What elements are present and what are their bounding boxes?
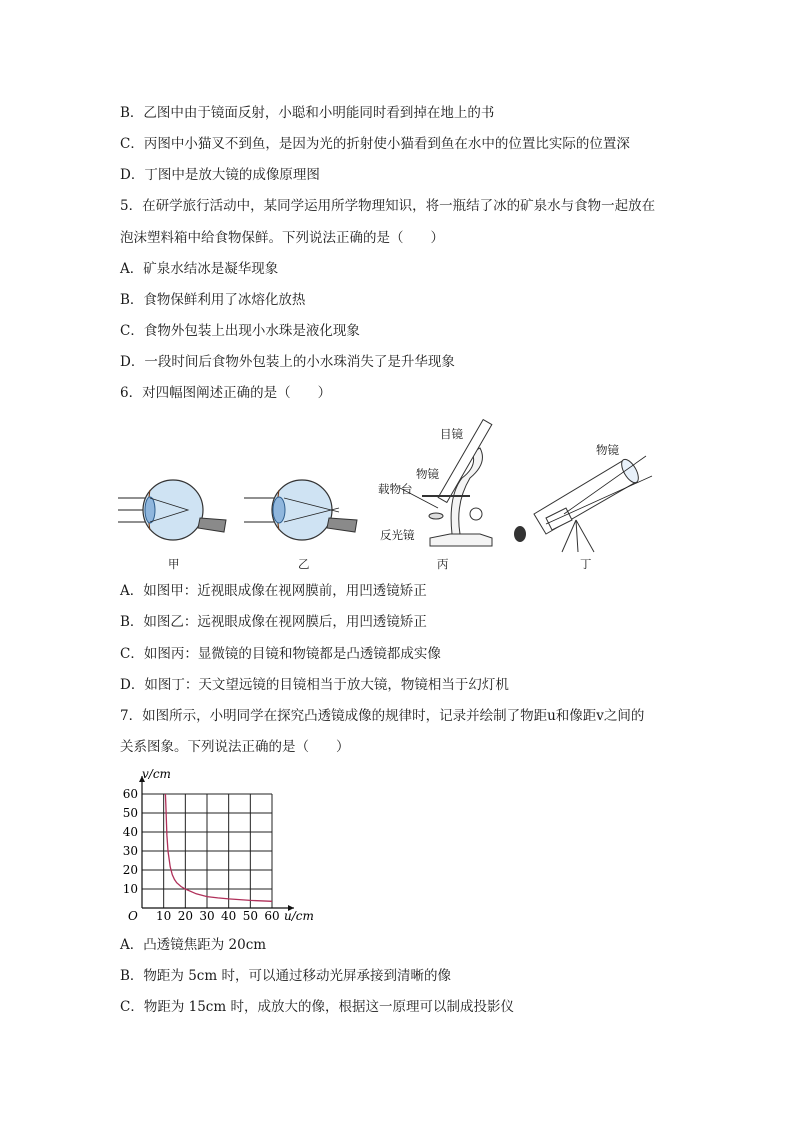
y-tick-label: 20	[122, 863, 138, 877]
uv-chart	[120, 762, 330, 932]
chart-grid	[142, 794, 272, 908]
question-7-stem-line1: 7．如图所示，小明同学在探究凸透镜成像的规律时，记录并绘制了物距u和像距v之间的	[120, 708, 645, 724]
x-axis-label: u/cm	[284, 909, 314, 923]
figure-label-jia: 甲	[168, 557, 180, 571]
option-6d: D．如图丁：天文望远镜的目镜相当于放大镜，物镜相当于幻灯机	[120, 677, 509, 693]
x-tick-label: 60	[264, 909, 280, 923]
option-7b: B．物距为 5cm 时，可以通过移动光屏承接到清晰的像	[120, 968, 451, 984]
figure-label-ding: 丁	[580, 557, 592, 571]
figure-telescope-ding	[506, 438, 656, 553]
question-7-stem-line2: 关系图象。下列说法正确的是（ ）	[120, 739, 350, 755]
chart-axes	[139, 776, 294, 911]
figure-eye-jia	[118, 470, 228, 550]
y-tick-label: 40	[122, 825, 138, 839]
option-5d: D．一段时间后食物外包装上的小水珠消失了是升华现象	[120, 354, 455, 370]
option-6c: C．如图丙：显微镜的目镜和物镜都是凸透镜都成实像	[120, 646, 441, 662]
question-5-stem-line1: 5．在研学旅行活动中，某同学运用所学物理知识，将一瓶结了冰的矿泉水与食物一起放在	[120, 198, 656, 214]
option-5a: A．矿泉水结冰是凝华现象	[120, 261, 279, 277]
x-tick-label: 20	[177, 909, 193, 923]
option-6a: A．如图甲：近视眼成像在视网膜前，用凹透镜矫正	[120, 583, 427, 599]
y-tick-label: 10	[122, 882, 138, 896]
option-4b: B．乙图中由于镜面反射，小聪和小明能同时看到掉在地上的书	[120, 105, 495, 121]
x-tick-label: 10	[156, 909, 172, 923]
option-4d: D．丁图中是放大镜的成像原理图	[120, 167, 320, 183]
x-tick-label: 50	[242, 909, 258, 923]
figure-eye-yi	[244, 470, 359, 550]
y-tick-label: 50	[122, 806, 138, 820]
option-6b: B．如图乙：远视眼成像在视网膜后，用凹透镜矫正	[120, 614, 427, 630]
option-7a: A．凸透镜焦距为 20cm	[120, 937, 267, 953]
option-7c: C．物距为 15cm 时，成放大的像，根据这一原理可以制成投影仪	[120, 999, 514, 1015]
question-6-stem: 6．对四幅图阐述正确的是（ ）	[120, 385, 332, 401]
telescope-label-objective: 物镜	[596, 443, 619, 457]
x-tick-label: 30	[199, 909, 215, 923]
microscope-label-objective: 物镜	[416, 467, 439, 481]
figure-label-yi: 乙	[298, 557, 310, 571]
option-5c: C．食物外包装上出现小水珠是液化现象	[120, 323, 360, 339]
x-tick-label: 40	[221, 909, 237, 923]
option-4c: C．丙图中小猫叉不到鱼，是因为光的折射使小猫看到鱼在水中的位置比实际的位置深	[120, 136, 630, 152]
y-tick-label: 30	[122, 844, 138, 858]
chart-tick-labels	[123, 787, 280, 923]
origin-label: O	[128, 909, 138, 923]
question-5-stem-line2: 泡沫塑料箱中给食物保鲜。下列说法正确的是（ ）	[120, 230, 444, 246]
y-axis-label: v/cm	[142, 767, 171, 781]
series-line	[165, 794, 272, 901]
chart-series	[165, 794, 272, 901]
microscope-label-mirror: 反光镜	[380, 528, 415, 542]
figure-label-bing: 丙	[437, 557, 449, 571]
option-5b: B．食物保鲜利用了冰熔化放热	[120, 292, 306, 308]
microscope-label-stage: 载物台	[378, 482, 413, 496]
y-tick-label: 60	[122, 787, 138, 801]
microscope-label-eyepiece: 目镜	[440, 427, 463, 441]
